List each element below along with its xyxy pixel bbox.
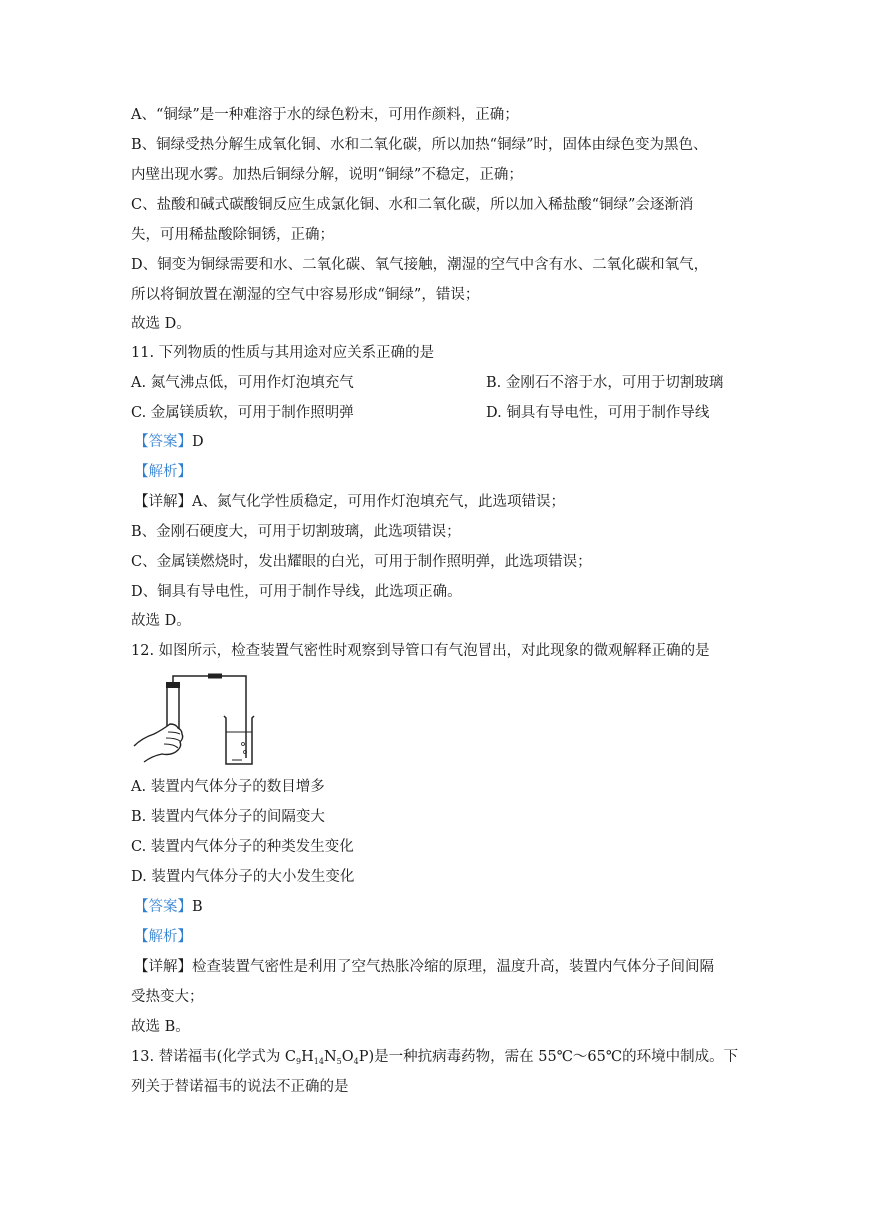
q12-option-d: D. 装置内气体分子的大小发生变化 <box>131 869 355 885</box>
q12-analysis-tag <box>134 927 192 947</box>
analysis-tag: 【解析】 <box>134 464 192 480</box>
q12-detail-line <box>134 957 714 977</box>
q11-conclusion: 故选 D。 <box>131 613 191 629</box>
text-line: A、“铜绿”是一种难溶于水的绿色粉末，可用作颜料，正确； <box>131 107 519 123</box>
detail-tag: 【详解】 <box>134 959 192 975</box>
answer-value: D <box>192 434 204 450</box>
question-13-stem-line2: 列关于替诺福韦的说法不正确的是 <box>131 1079 349 1095</box>
detail-text: A、氮气化学性质稳定，可用作灯泡填充气，此选项错误； <box>192 494 565 510</box>
q11-option-row <box>131 373 354 393</box>
question-11-stem: 11. 下列物质的性质与其用途对应关系正确的是 <box>131 345 435 361</box>
question-13-stem: 13. 替诺福韦(化学式为 $C_9H_{14}N_5O_4P$)是一种抗病毒药物，需在 55℃～65℃的环境中制成。下 <box>131 1049 739 1066</box>
text-line: 所以将铜放置在潮湿的空气中容易形成“铜绿”，错误； <box>131 287 480 303</box>
text-line: C、盐酸和碱式碳酸铜反应生成氯化铜、水和二氧化碳，所以加入稀盐酸“铜绿”会逐渐消 <box>131 197 694 213</box>
stopper-icon <box>166 682 180 688</box>
answer-tag: 【答案】 <box>134 434 192 450</box>
question-12-stem: 12. 如图所示，检查装置气密性时观察到导管口有气泡冒出，对此现象的微观解释正确的是 <box>131 643 710 659</box>
detail-tag: 【详解】 <box>134 494 192 510</box>
text-line: B、铜绿受热分解生成氧化铜、水和二氧化碳，所以加热“铜绿”时，固体由绿色变为黑色、 <box>131 137 708 153</box>
q12-answer <box>134 897 203 917</box>
q12-option-a: A. 装置内气体分子的数目增多 <box>131 779 325 795</box>
q11-detail-line <box>134 492 565 512</box>
q11-option-a: A. 氮气沸点低，可用作灯泡填充气 <box>131 375 354 391</box>
q12-option-c: C. 装置内气体分子的种类发生变化 <box>131 839 354 855</box>
analysis-tag: 【解析】 <box>134 929 192 945</box>
q12-option-b: B. 装置内气体分子的间隔变大 <box>131 809 325 825</box>
text-line: 故选 D。 <box>131 316 191 332</box>
delivery-tube-icon <box>173 676 246 758</box>
text-line: D、铜变为铜绿需要和水、二氧化碳、氧气接触，潮湿的空气中含有水、二氧化碳和氧气， <box>131 257 709 273</box>
q12-conclusion: 故选 B。 <box>131 1019 190 1035</box>
text-line: 内壁出现水雾。加热后铜绿分解，说明“铜绿”不稳定，正确； <box>131 167 523 183</box>
q11-option-b: B. 金刚石不溶于水，可用于切割玻璃 <box>486 375 724 391</box>
beaker-icon <box>224 716 254 764</box>
answer-value: B <box>192 899 203 915</box>
hand-icon <box>134 724 183 762</box>
q12-detail-line: 受热变大； <box>131 989 204 1005</box>
q11-analysis-tag <box>134 462 192 482</box>
text-line: 失，可用稀盐酸除铜锈，正确； <box>131 227 334 243</box>
apparatus-figure <box>128 672 258 768</box>
q11-option-d: D. 铜具有导电性，可用于制作导线 <box>486 405 710 421</box>
q11-answer <box>134 432 204 452</box>
q11-detail-line: C、金属镁燃烧时，发出耀眼的白光，可用于制作照明弹，此选项错误； <box>131 554 592 570</box>
answer-tag: 【答案】 <box>134 899 192 915</box>
detail-text: 检查装置气密性是利用了空气热胀冷缩的原理，温度升高，装置内气体分子间间隔 <box>192 959 714 975</box>
rubber-joint-icon <box>208 674 222 679</box>
q11-option-c: C. 金属镁质软，可用于制作照明弹 <box>131 405 354 421</box>
q11-detail-line: B、金刚石硬度大，可用于切割玻璃，此选项错误； <box>131 524 461 540</box>
q11-detail-line: D、铜具有导电性，可用于制作导线，此选项正确。 <box>131 584 462 600</box>
